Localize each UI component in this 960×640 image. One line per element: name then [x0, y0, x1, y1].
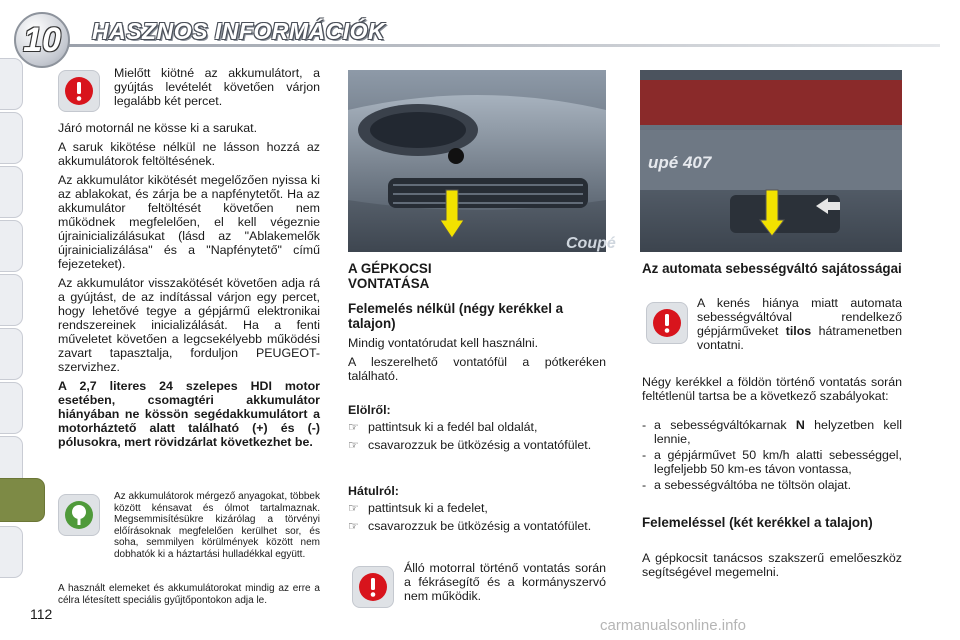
chapter-tab[interactable]: [0, 526, 23, 578]
front-badge: Coupé: [566, 235, 616, 252]
rule-text: helyzetben kell lennie,: [654, 418, 902, 446]
rule-item: [654, 418, 902, 446]
rule-dash: -: [642, 418, 647, 432]
chapter-tab[interactable]: [0, 220, 23, 272]
towing-rules-intro: Négy kerékkel a földön történő vontatás során feltétlenül tartsa be a következő szabályokat:: [642, 375, 902, 403]
rule-bold: N: [795, 418, 805, 432]
chapter-tab-active[interactable]: [0, 478, 45, 522]
rear-badge: upé 407: [648, 153, 712, 172]
without-lift-title: Felemelés nélkül (négy kerékkel a talajon): [348, 301, 564, 331]
hand-bullet-icon: ☞: [348, 501, 359, 515]
hand-bullet-icon: ☞: [348, 519, 359, 533]
hand-bullet-icon: ☞: [348, 438, 359, 452]
watermark: carmanualsonline.info: [600, 617, 746, 634]
step-text: pattintsuk ki a fedelet,: [368, 501, 488, 515]
warning-text-bold: tilos: [785, 324, 812, 338]
chapter-tab[interactable]: [0, 382, 23, 434]
rear-steps: [348, 501, 606, 533]
chapter-tab[interactable]: [0, 328, 23, 380]
rear-towing-photo: [640, 70, 902, 252]
front-steps: [348, 420, 606, 452]
rule-dash: -: [642, 448, 647, 462]
step-text: pattintsuk ki a fedél bal oldalát,: [368, 420, 538, 434]
exclamation-warning-icon: [58, 70, 100, 112]
towing-section-title: A GÉPKOCSI VONTATÁSA: [348, 261, 432, 291]
eco-text: [114, 491, 320, 561]
warning-text-post: hátramenetben vontatni.: [697, 324, 902, 352]
chapter-tab[interactable]: [0, 58, 23, 110]
paragraph: Az akkumulátor kikötését megelőzően nyissa ki az ablakokat, és zárja be a napfénytetőt. Ha az akkumulátor feltöltését követően nem működnek megfelelően, el kell végeznie újrainicializálásukat (lásd az "Ablakemelők újrainicializálása" és a "Napfénytető" című fejezeteket).: [58, 173, 320, 271]
eco-text-2: A használt elemeket és akkumulátorokat mindig az erre a célra létesített speciális gyűjtőpontokon adja le.: [58, 583, 320, 606]
front-label: Elölről:: [348, 403, 391, 417]
battery-warning-text: Mielőtt kiötné az akkumulátort, a gyújtás levételét követően várjon legalább két percet.: [114, 66, 320, 108]
towing-rules-list: [642, 418, 902, 492]
hand-bullet-icon: ☞: [348, 420, 359, 434]
paragraph: Mindig vontatórudat kell használni.: [348, 336, 539, 350]
hdi-warning-paragraph: A 2,7 literes 24 szelepes HDI motor esetében, csomagtéri akkumulátor hiányában ne kössön segédakkumulátort a motorháztető alatt található (+) és (-) pólusokra, mert rövidzárlat következhet be.: [58, 379, 320, 449]
page-title: HASZNOS INFORMÁCIÓK: [92, 18, 386, 44]
left-paragraphs: [58, 121, 320, 454]
paragraph: Az akkumulátor visszakötését követően adja rá a gyújtást, de az indítással várjon egy percet, hogy lehetővé tegye a gépjármű elektronikai rendszereinek inicializálását. Ha a fenti műveletet követően a legcsekélyebb működési zavart tapasztalja, forduljon PEUGEOT-szervizhez.: [58, 276, 320, 374]
page-number: 112: [30, 606, 53, 622]
step-text: csavarozzuk be ütközésig a vontatófület.: [368, 438, 592, 452]
front-towing-photo: [348, 70, 616, 252]
with-lift-title: Felemeléssel (két kerékkel a talajon): [642, 515, 873, 530]
chapter-tab[interactable]: [0, 274, 23, 326]
eco-text-1: Az akkumulátorok mérgező anyagokat, többek között kénsavat és ólmot tartalmaznak. Megsemmisítésükre kizárólag a törvényi előírásoknak megfelelően kerülhet sor, és soha, semmilyen körülmények között nem dobhatók ki a háztartási hulladékkal együtt.: [114, 491, 320, 560]
rule-dash: -: [642, 478, 647, 492]
exclamation-warning-icon: [646, 302, 688, 344]
paragraph: A leszerelhető vontatófül a pótkeréken található.: [348, 355, 606, 383]
warning-text-pre: A kenés hiánya miatt automata sebességváltóval rendelkező gépjárműveket: [697, 296, 902, 338]
paragraph: A saruk kikötése nélkül ne lásson hozzá az akkumulátorok feltöltésének.: [58, 140, 320, 168]
chapter-badge: [14, 12, 70, 68]
exclamation-warning-icon: [352, 566, 394, 608]
tree-eco-icon: [58, 494, 100, 536]
rule-text: a sebességváltókarnak: [654, 418, 796, 432]
rule-text: a sebességváltóba ne töltsön olajat.: [654, 478, 852, 492]
chapter-tab[interactable]: [0, 112, 23, 164]
rule-text: a gépjárművet 50 km/h alatti sebességgel, legfeljebb 50 km-es távon vontassa,: [654, 448, 902, 476]
chapter-number: 10: [23, 20, 61, 59]
paragraph: Járó motornál ne kösse ki a sarukat.: [58, 121, 258, 135]
automatic-gearbox-title: Az automata sebességváltó sajátosságai: [642, 261, 902, 276]
rear-label: Hátulról:: [348, 484, 399, 498]
chapter-tab[interactable]: [0, 166, 23, 218]
towing-intro: [348, 336, 606, 388]
with-lift-text: A gépkocsit tanácsos szakszerű emelőeszköz segítségével megemelni.: [642, 551, 902, 579]
step-text: csavarozzuk be ütközésig a vontatófület.: [368, 519, 592, 533]
engine-off-warning-text: Álló motorral történő vontatás során a fékrásegítő és a kormányszervó nem működik.: [404, 561, 606, 603]
reverse-towing-warning: [697, 296, 902, 352]
